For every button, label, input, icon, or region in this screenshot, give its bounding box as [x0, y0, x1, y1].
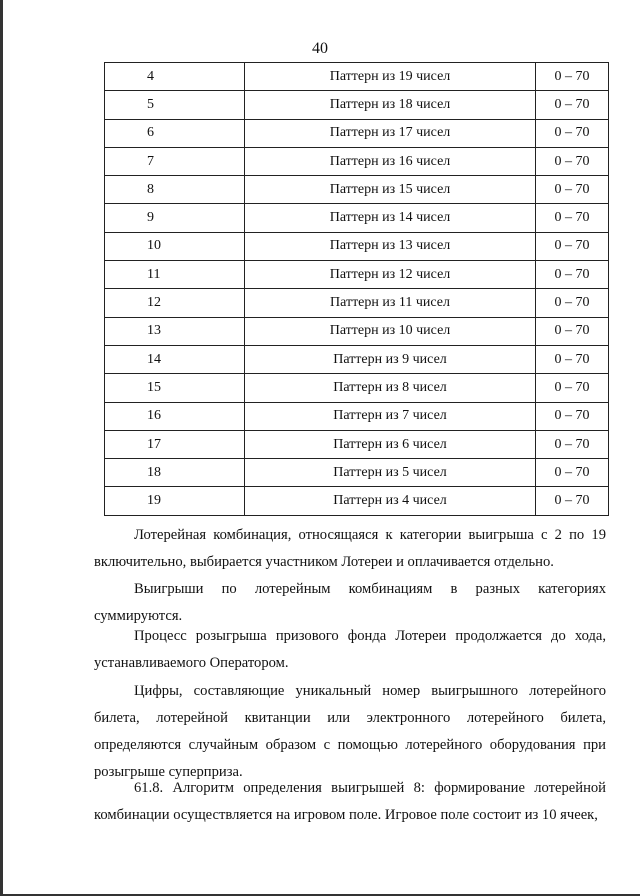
paragraph-unique-number: Цифры, составляющие уникальный номер выигрышного лотерейного билета, лотерейной квитанции или электронного лотерейного билета, определяются случайным образом с помощью лотерейного оборудования при розыгрыше суперприза.: [94, 683, 606, 780]
table-row: [105, 119, 609, 147]
category-number-cell: 11: [105, 261, 245, 289]
pattern-cell: Паттерн из 5 чисел: [245, 459, 536, 487]
category-number-cell: 6: [105, 119, 245, 147]
category-number-cell: 10: [105, 232, 245, 260]
table-row: [105, 317, 609, 345]
table-row: [105, 232, 609, 260]
category-number-cell: 17: [105, 430, 245, 458]
category-number-cell: 18: [105, 459, 245, 487]
pattern-cell: Паттерн из 19 чисел: [245, 63, 536, 91]
category-number-cell: 12: [105, 289, 245, 317]
category-number-cell: 5: [105, 91, 245, 119]
pattern-cell: Паттерн из 9 чисел: [245, 345, 536, 373]
pattern-cell: Паттерн из 18 чисел: [245, 91, 536, 119]
prize-category-table: [104, 62, 609, 516]
pattern-cell: Паттерн из 17 чисел: [245, 119, 536, 147]
category-number-cell: 19: [105, 487, 245, 515]
table-row: [105, 374, 609, 402]
pattern-cell: Паттерн из 6 чисел: [245, 430, 536, 458]
table-row: [105, 261, 609, 289]
table-row: [105, 204, 609, 232]
table-row: [105, 147, 609, 175]
scan-left-edge: [0, 0, 3, 896]
range-cell: 0 – 70: [536, 402, 609, 430]
range-cell: 0 – 70: [536, 232, 609, 260]
category-number-cell: 15: [105, 374, 245, 402]
range-cell: 0 – 70: [536, 91, 609, 119]
category-number-cell: 7: [105, 147, 245, 175]
table-row: [105, 63, 609, 91]
pattern-cell: Паттерн из 4 чисел: [245, 487, 536, 515]
range-cell: 0 – 70: [536, 459, 609, 487]
range-cell: 0 – 70: [536, 147, 609, 175]
range-cell: 0 – 70: [536, 289, 609, 317]
range-cell: 0 – 70: [536, 176, 609, 204]
pattern-cell: Паттерн из 7 чисел: [245, 402, 536, 430]
category-number-cell: 14: [105, 345, 245, 373]
range-cell: 0 – 70: [536, 261, 609, 289]
range-cell: 0 – 70: [536, 345, 609, 373]
pattern-cell: Паттерн из 14 чисел: [245, 204, 536, 232]
table-row: [105, 289, 609, 317]
pattern-cell: Паттерн из 12 чисел: [245, 261, 536, 289]
pattern-cell: Паттерн из 13 чисел: [245, 232, 536, 260]
range-cell: 0 – 70: [536, 119, 609, 147]
pattern-cell: Паттерн из 15 чисел: [245, 176, 536, 204]
pattern-cell: Паттерн из 11 чисел: [245, 289, 536, 317]
category-number-cell: 9: [105, 204, 245, 232]
table-row: [105, 345, 609, 373]
range-cell: 0 – 70: [536, 487, 609, 515]
range-cell: 0 – 70: [536, 63, 609, 91]
table-row: [105, 176, 609, 204]
page-number: 40: [312, 40, 328, 57]
range-cell: 0 – 70: [536, 204, 609, 232]
range-cell: 0 – 70: [536, 317, 609, 345]
range-cell: 0 – 70: [536, 374, 609, 402]
table-row: [105, 459, 609, 487]
paragraph-algorithm-8: 61.8. Алгоритм определения выигрышей 8: формирование лотерейной комбинации осуществляется на игровом поле. Игровое поле состоит из 10 ячеек,: [94, 780, 606, 823]
category-number-cell: 16: [105, 402, 245, 430]
range-cell: 0 – 70: [536, 430, 609, 458]
pattern-cell: Паттерн из 10 чисел: [245, 317, 536, 345]
table-row: [105, 430, 609, 458]
category-number-cell: 13: [105, 317, 245, 345]
category-number-cell: 8: [105, 176, 245, 204]
table-row: [105, 402, 609, 430]
category-number-cell: 4: [105, 63, 245, 91]
paragraph-winnings-summed: Выигрыши по лотерейным комбинациям в разных категориях суммируются.: [94, 581, 606, 624]
table-row: [105, 487, 609, 515]
paragraph-draw-process: Процесс розыгрыша призового фонда Лотереи продолжается до хода, устанавливаемого Оператором.: [94, 628, 606, 671]
pattern-cell: Паттерн из 16 чисел: [245, 147, 536, 175]
paragraph-combination-choice: Лотерейная комбинация, относящаяся к категории выигрыша с 2 по 19 включительно, выбирается участником Лотереи и оплачивается отдельно.: [94, 527, 606, 570]
pattern-cell: Паттерн из 8 чисел: [245, 374, 536, 402]
table-row: [105, 91, 609, 119]
